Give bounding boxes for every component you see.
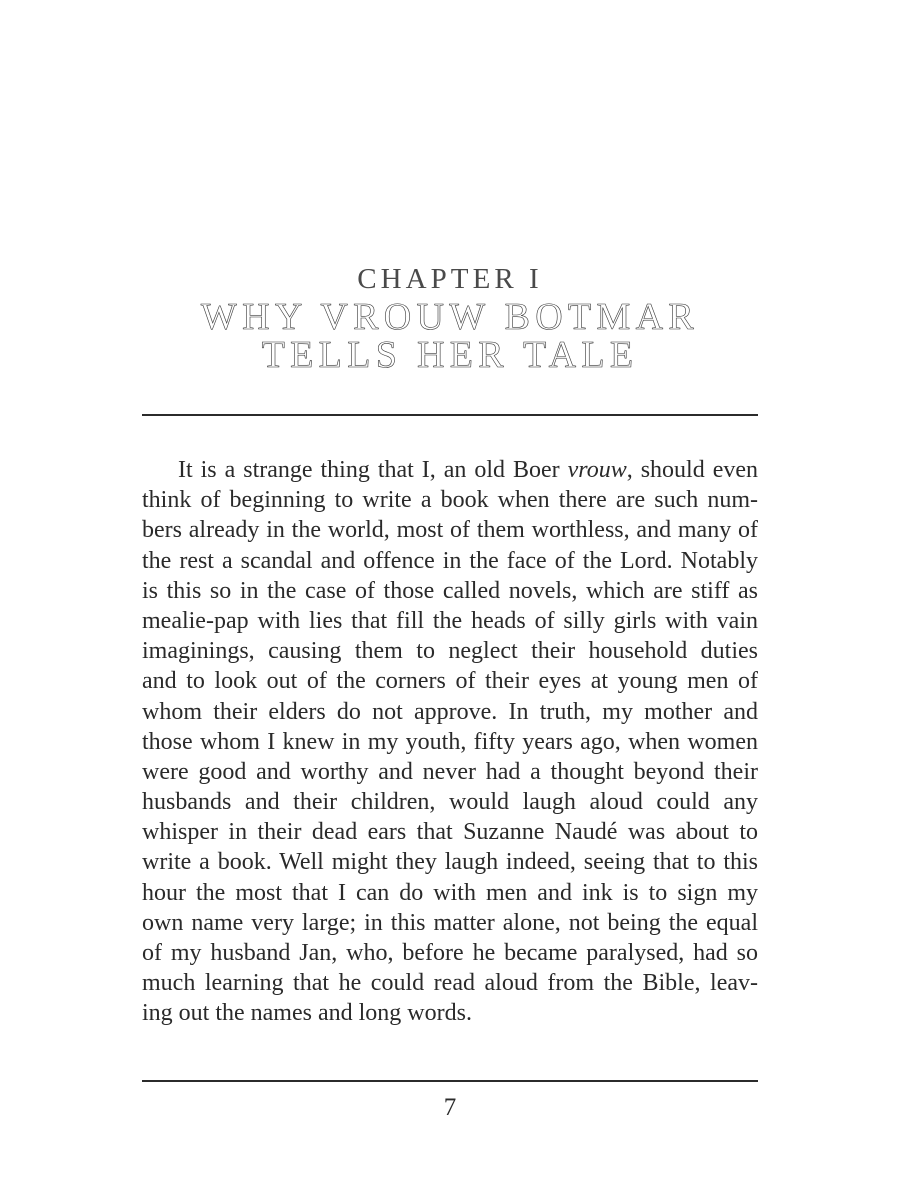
chapter-number: CHAPTER I [357, 263, 543, 295]
paragraph-line: own name very large; in this matter alone, not being the equal [142, 909, 758, 936]
paragraph-line-text: , should even [626, 457, 759, 483]
paragraph-line: much learning that he could read aloud from the Bible, leav- [142, 970, 758, 997]
paragraph-line: were good and worthy and never had a thought beyond their [142, 758, 758, 785]
italic-word: vrouw [567, 457, 627, 483]
paragraph-line: think of beginning to write a book when there are such num- [142, 487, 758, 514]
paragraph-line: bers already in the world, most of them worthless, and many of [142, 517, 758, 544]
chapter-title-line-2: TELLS HER TALE [261, 334, 639, 376]
paragraph-line-text: It is a strange thing that I, an old Boer [178, 457, 568, 483]
chapter-title-line-1: WHY VROUW BOTMAR [200, 296, 700, 338]
paragraph-line: ing out the names and long words. [142, 1000, 472, 1027]
top-divider [142, 414, 758, 416]
paragraph-line: imaginings, causing them to neglect their household duties [142, 638, 758, 665]
bottom-divider [142, 1080, 758, 1082]
paragraph-line: those whom I knew in my youth, fifty years ago, when women [142, 728, 758, 755]
body-paragraph [142, 455, 758, 1029]
paragraph-line: husbands and their children, would laugh aloud could any [142, 789, 758, 816]
paragraph-line: write a book. Well might they laugh indeed, seeing that to this [142, 849, 758, 876]
paragraph-line: is this so in the case of those called novels, which are stiff as [142, 577, 758, 604]
paragraph-line: of my husband Jan, who, before he became paralysed, had so [142, 940, 758, 966]
page-number: 7 [443, 1094, 457, 1121]
paragraph-line [142, 455, 758, 485]
paragraph-line: and to look out of the corners of their eyes at young men of [142, 668, 758, 695]
paragraph-line: mealie-pap with lies that fill the heads of silly girls with vain [142, 607, 758, 634]
paragraph-line: the rest a scandal and offence in the face of the Lord. Notably [142, 547, 758, 574]
paragraph-line: hour the most that I can do with men and ink is to sign my [142, 879, 758, 906]
paragraph-line: whisper in their dead ears that Suzanne Naudé was about to [142, 819, 758, 846]
paragraph-line: whom their elders do not approve. In truth, my mother and [142, 698, 758, 725]
